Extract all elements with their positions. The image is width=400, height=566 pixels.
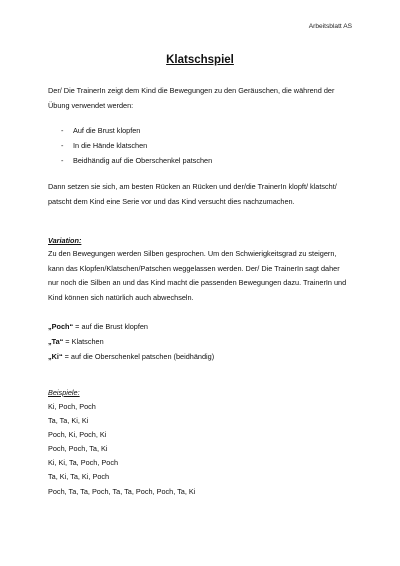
list-item	[48, 153, 352, 168]
variation-section	[48, 235, 352, 305]
list-item	[48, 123, 352, 138]
instructions-section	[48, 180, 352, 209]
definition-ta	[48, 335, 352, 350]
list-dash: -	[61, 156, 64, 166]
example-item: Ta, Ta, Ki, Ki	[48, 416, 89, 426]
example-item: Ki, Ki, Ta, Poch, Poch	[48, 458, 119, 468]
definition-key: „Ta“	[48, 336, 64, 346]
definition-key: „Poch“	[48, 322, 74, 331]
example-item: Ki, Poch, Poch	[48, 402, 96, 411]
list-item-text: Beidhändig auf die Oberschenkel patschen	[73, 156, 213, 166]
list-item-text: Auf die Brust klopfen	[73, 126, 141, 135]
definition-poch	[48, 320, 352, 335]
definition-value: = auf die Oberschenkel patschen (beidhändig)	[62, 351, 215, 361]
example-item: Ta, Ki, Ta, Ki, Poch	[48, 472, 110, 482]
instructions-paragraph: Dann setzen sie sich, am besten Rücken an Rücken und der/die TrainerIn klopft/ klatscht/ patscht dem Kind eine Serie vor und das Kind versucht dies nachzumachen.	[48, 182, 337, 206]
list-dash: -	[61, 126, 64, 135]
example-item: Poch, Ta, Ta, Poch, Ta, Ta, Poch, Poch, Ta, Ki	[48, 486, 196, 496]
page-title: Klatschspiel	[166, 54, 234, 66]
movement-list	[48, 123, 352, 169]
list-dash: -	[61, 141, 64, 151]
definition-value: = Klatschen	[63, 336, 104, 346]
list-item	[48, 138, 352, 153]
syllable-definitions	[48, 320, 352, 364]
header-label: Arbeitsblatt AS	[308, 23, 352, 30]
definition-ki	[48, 350, 352, 365]
definition-key: „Ki“	[48, 351, 63, 361]
example-item: Poch, Ki, Poch, Ki	[48, 430, 107, 440]
list-item-text: In die Hände klatschen	[73, 141, 148, 151]
example-item: Poch, Poch, Ta, Ki	[48, 444, 108, 454]
variation-paragraph: Zu den Bewegungen werden Silben gesprochen. Um den Schwierigkeitsgrad zu steigern, kann das Klopfen/Klatschen/Patschen weggelassen werden. Der/ Die TrainerIn sagt daher nur noch die Silben an und das Kind macht die passenden Bewegungen dazu. TrainerIn und Kind können sich natürlich auch abwechseln.	[48, 249, 347, 302]
examples-section	[48, 386, 352, 499]
definition-value: = auf die Brust klopfen	[73, 322, 148, 331]
intro-paragraph: Der/ Die TrainerIn zeigt dem Kind die Bewegungen zu den Geräuschen, die während der Übung verwendet werden:	[48, 86, 335, 110]
variation-heading: Variation:	[48, 236, 82, 245]
examples-heading: Beispiele:	[48, 388, 80, 397]
intro-section	[48, 84, 352, 113]
